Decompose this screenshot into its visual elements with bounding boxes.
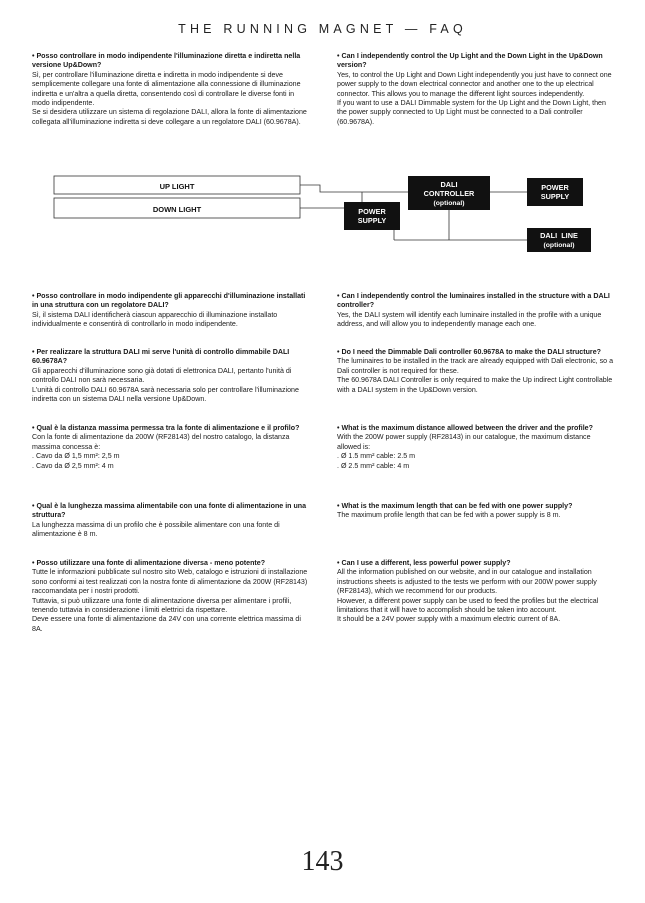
faq-question: • Qual è la distanza massima permessa tra la fonte di alimentazione e il profilo? xyxy=(32,424,300,432)
power-supply-label-line2: SUPPLY xyxy=(540,192,570,201)
faq-item xyxy=(337,559,615,625)
faq-question: • Can I independently control the luminaires installed in the structure with a DALI controller? xyxy=(337,292,610,310)
faq-question: • Qual è la lunghezza massima alimentabile con una fonte di alimentazione in una struttura? xyxy=(32,502,307,520)
power-supply-label-line2: SUPPLY xyxy=(357,216,387,225)
power-supply-box xyxy=(344,202,400,230)
dali-line-box xyxy=(527,228,591,252)
faq-question: • What is the maximum distance allowed between the driver and the profile? xyxy=(337,424,593,432)
faq-item xyxy=(337,502,615,521)
up-light-label: UP LIGHT xyxy=(159,182,195,191)
faq-answer: Yes, to control the Up Light and Down Light independently you just have to connect one power supply to the down electrical connector and another one to the up electrical connector. This allows you to manage the different light sources independently. If you want to use a DALI Dimmable system for the Up Light and the Down Light, then the power supply connected to Up Light must be connected to a Dali controller (60.9678A). xyxy=(337,70,612,126)
faq-item xyxy=(32,292,310,330)
dali-controller-label-line3: (optional) xyxy=(433,200,465,207)
faq-answer: The luminaires to be installed in the track are already equipped with Dali electronic, so a Dali controller is not required for these. The 60.9678A DALI Controller is only required to make the Up indirect Light controllable with a DALI system in the Up&Down version. xyxy=(337,357,614,394)
faq-item xyxy=(337,292,615,330)
dali-line-label-line2: (optional) xyxy=(543,242,575,249)
faq-answer: Sì, per controllare l'illuminazione diretta e indiretta in modo indipendente si deve semplicemente collegare una fonte di alimentazione alla connessione di illuminazione indiretta e un'altra a quella diretta, consentendo così di controllare le diverse fonti in modo indipendente. Se si desidera utilizzare un sistema di regolazione DALI, allora la fonte di alimentazione collegata all'illuminazione indiretta si deve collegare a un regolatore DALI (60.9678A). xyxy=(32,70,307,126)
dali-controller-label-line1: DALI xyxy=(440,180,458,189)
wiring-diagram xyxy=(52,170,592,260)
profile-box xyxy=(54,176,300,218)
faq-item xyxy=(337,348,615,395)
faq-item xyxy=(32,559,310,634)
faq-item xyxy=(32,502,310,540)
dali-controller-box xyxy=(408,176,490,210)
faq-question: • Posso controllare in modo indipendente gli apparecchi d'illuminazione installati in una struttura con un regolatore DALI? xyxy=(32,292,306,310)
faq-answer: Con la fonte di alimentazione da 200W (RF28143) del nostro catalogo, la distanza massima concessa è: . Cavo da Ø 1,5 mm²: 2,5 m . Cavo da Ø 2,5 mm²: 4 m xyxy=(32,433,290,470)
faq-item xyxy=(337,52,615,127)
faq-answer: Tutte le informazioni pubblicate sul nostro sito Web, catalogo e istruzioni di installazione sono conformi ai test realizzati con la nostra fonte di alimentazione da 200W (RF28143) raccomandata per i nostri prodotti. Tuttavia, si può utilizzare una fonte di alimentazione diversa per alimentare i profili, tenendo tuttavia in considerazione i limiti elettrici da rispettare. Deve essere una fonte di alimentazione da 24V con una corrente elettrica massima di 8A. xyxy=(32,568,308,633)
power-supply-box xyxy=(527,178,583,206)
faq-answer: Gli apparecchi d'illuminazione sono già dotati di elettronica DALI, pertanto l'unità di controllo DALI non sarà necessaria. L'unità di controllo DALI 60.9678A sarà necessaria solo per controllare l'illuminazione indiretta con un sistema DALI nella versione Up&Down. xyxy=(32,366,299,404)
power-supply-label-line1: POWER xyxy=(358,207,386,216)
faq-answer: Sì, il sistema DALI identificherà ciascun apparecchio di illuminazione installato individualmente e consentirà di controllarlo in modo indipendente. xyxy=(32,310,278,329)
faq-question: • Can I independently control the Up Light and the Down Light in the Up&Down version? xyxy=(337,52,603,70)
dali-controller-label-line2: CONTROLLER xyxy=(423,189,475,198)
faq-question: • Posso utilizzare una fonte di alimentazione diversa - meno potente? xyxy=(32,559,266,567)
faq-question: • Can I use a different, less powerful power supply? xyxy=(337,559,511,567)
page-title: THE RUNNING MAGNET — FAQ xyxy=(178,22,467,36)
faq-question: • Per realizzare la struttura DALI mi serve l'unità di controllo dimmabile DALI 60.9678A? xyxy=(32,348,290,366)
faq-item xyxy=(32,424,310,471)
faq-answer: Yes, the DALI system will identify each luminaire installed in the profile with a unique address, and will allow you to independently manage each one. xyxy=(337,310,602,329)
faq-answer: The maximum profile length that can be fed with a power supply is 8 m. xyxy=(337,511,561,520)
faq-item xyxy=(32,348,310,404)
page-number: 143 xyxy=(301,846,344,877)
faq-question: • What is the maximum length that can be fed with one power supply? xyxy=(337,502,573,510)
faq-answer: All the information published on our website, and in our catalogue and installation instructions sheets is adjusted to the tests we perform with our 200W power supply (RF28143), which we recommend for our products. However, a different power supply can be used to feed the profiles but the electrical limitations that it will have to accomplish should be taken into account. It should be a 24V power supply with a maximum electric current of 8A. xyxy=(337,568,599,624)
faq-question: • Posso controllare in modo indipendente l'illuminazione diretta e indiretta nella versione Up&Down? xyxy=(32,52,301,70)
down-light-label: DOWN LIGHT xyxy=(152,205,202,214)
power-supply-label-line1: POWER xyxy=(541,183,569,192)
faq-answer: With the 200W power supply (RF28143) in our catalogue, the maximum distance allowed is: . Ø 1.5 mm² cable: 2.5 m . Ø 2.5 mm² cable: 4 m xyxy=(337,433,591,470)
faq-item xyxy=(337,424,615,471)
dali-line-label-line1: DALI LINE xyxy=(540,231,578,240)
faq-question: • Do I need the Dimmable Dali controller 60.9678A to make the DALI structure? xyxy=(337,348,601,356)
faq-item xyxy=(32,52,310,127)
faq-answer: La lunghezza massima di un profilo che è possibile alimentare con una fonte di alimentazione è 8 m. xyxy=(32,520,280,539)
